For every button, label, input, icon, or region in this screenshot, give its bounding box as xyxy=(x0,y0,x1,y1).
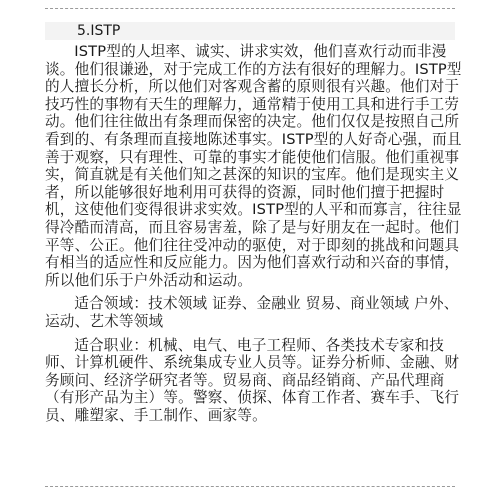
bottom-dashed-divider xyxy=(45,486,455,487)
document-body xyxy=(45,43,463,424)
section-heading: 5.ISTP xyxy=(77,23,121,39)
paragraph-suitable-careers: 适合职业：机械、电气、电子工程师、各类技术专家和技师、计算机硬件、系统集成专业人员等。证券分析师、金融、财务顾问、经济学研究者等。贸易商、商品经销商、产品代理商（有形产品为主）等。警察、侦探、体育工作者、赛车手、飞行员、雕塑家、手工制作、画家等。 xyxy=(45,336,460,424)
paragraph-suitable-fields: 适合领域：技术领域 证券、金融业 贸易、商业领域 户外、运动、艺术等领域 xyxy=(45,295,459,330)
section-heading-row xyxy=(45,22,455,40)
paragraph-description: ISTP型的人坦率、诚实、讲求实效，他们喜欢行动而非漫谈。他们很谦逊，对于完成工作的方法有很好的理解力。ISTP型的人擅长分析，所以他们对客观含蓄的原则很有兴趣。他们对于技巧性的事物有天生的理解力，通常精于使用工具和进行手工劳动。他们往往做出有条理而保密的决定。他们仅仅是按照自己所看到的、有条理而直接地陈述事实。ISTP型的人好奇心强，而且善于观察，只有理性、可靠的事实才能使他们信服。他们重视事实，简直就是有关他们知之甚深的知识的宝库。他们是现实主义者，所以能够很好地利用可获得的资源，同时他们擅于把握时机，这使他们变得很讲求实效。ISTP型的人平和而寡言，往往显得冷酷而清高，而且容易害羞，除了是与好朋友在一起时。他们平等、公正。他们往往受冲动的驱使，对于即刻的挑战和问题具有相当的适应性和反应能力。因为他们喜欢行动和兴奋的事情，所以他们乐于户外活动和运动。 xyxy=(45,43,462,289)
top-dashed-divider xyxy=(45,8,455,9)
